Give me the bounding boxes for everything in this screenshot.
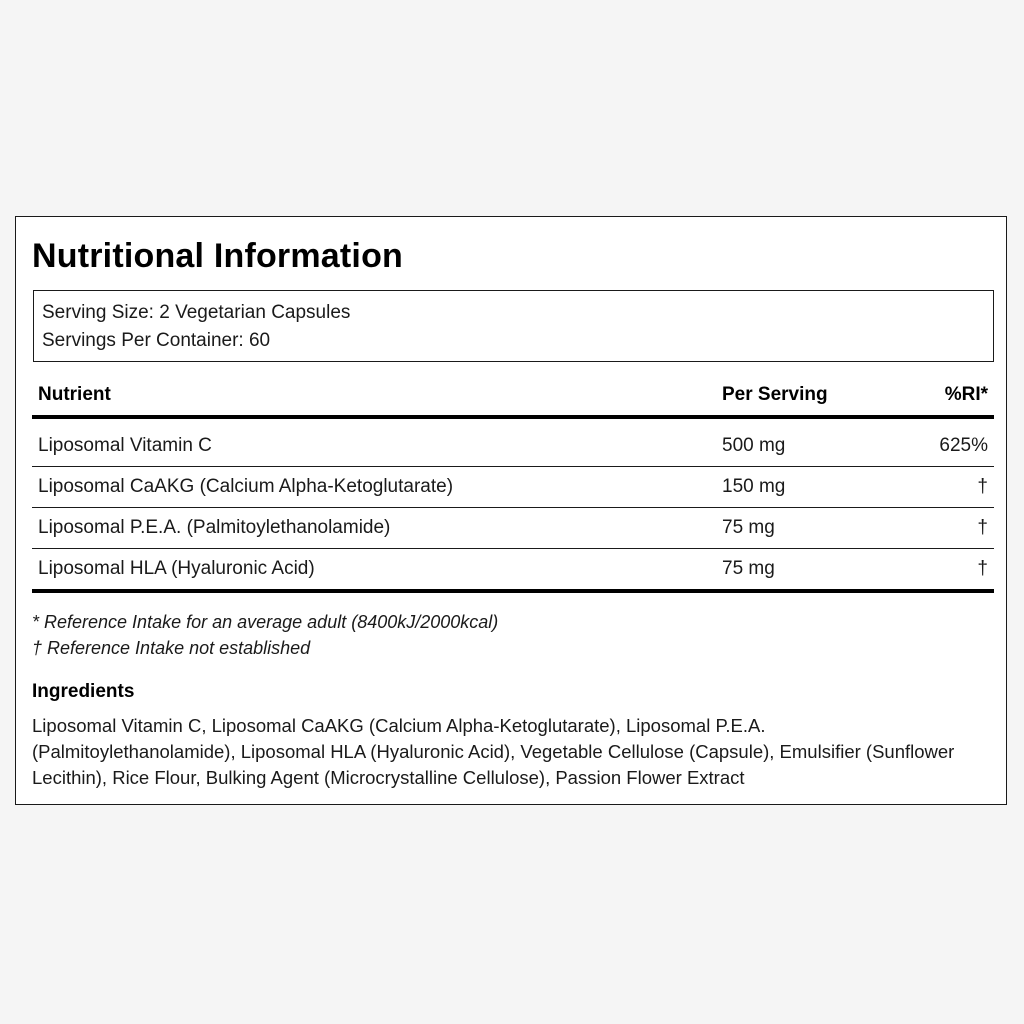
table-row xyxy=(32,419,994,467)
serving-info-box xyxy=(33,290,994,362)
table-row xyxy=(32,467,994,508)
nutrient-ri: † xyxy=(977,476,988,497)
nutrient-name: Liposomal CaAKG (Calcium Alpha-Ketoglutarate) xyxy=(38,476,454,497)
footnotes xyxy=(32,609,498,661)
nutrient-name: Liposomal Vitamin C xyxy=(38,435,212,456)
nutrient-amount: 75 mg xyxy=(722,558,775,579)
serving-size: Serving Size: 2 Vegetarian Capsules xyxy=(42,302,351,323)
footnote-not-established: † Reference Intake not established xyxy=(32,638,311,658)
table-row xyxy=(32,549,994,593)
nutrient-name: Liposomal P.E.A. (Palmitoylethanolamide) xyxy=(38,517,391,538)
header-nutrient: Nutrient xyxy=(38,384,111,405)
table-row xyxy=(32,508,994,549)
header-ri: %RI* xyxy=(944,384,988,405)
nutrient-table xyxy=(32,377,994,593)
nutrient-amount: 500 mg xyxy=(722,435,786,456)
table-header-row xyxy=(32,377,994,419)
nutrient-amount: 75 mg xyxy=(722,517,775,538)
nutrition-panel xyxy=(15,216,1007,805)
nutrient-ri: 625% xyxy=(939,435,988,456)
ingredients-heading: Ingredients xyxy=(32,681,135,702)
nutrient-name: Liposomal HLA (Hyaluronic Acid) xyxy=(38,558,315,579)
nutrient-ri: † xyxy=(977,558,988,579)
servings-per-container: Servings Per Container: 60 xyxy=(42,330,271,351)
footnote-reference-intake: * Reference Intake for an average adult (8400kJ/2000kcal) xyxy=(32,612,499,632)
nutrient-amount: 150 mg xyxy=(722,476,786,497)
panel-title: Nutritional Information xyxy=(32,237,404,275)
header-per-serving: Per Serving xyxy=(722,384,828,405)
ingredients-text: Liposomal Vitamin C, Liposomal CaAKG (Calcium Alpha-Ketoglutarate), Liposomal P.E.A. (Palmitoylethanolamide), Liposomal HLA (Hyaluronic Acid), Vegetable Cellulose (Capsule), Emulsifier (Sunflower Lecithin), Rice Flour, Bulking Agent (Microcrystalline Cellulose), Passion Flower Extract xyxy=(32,715,955,788)
nutrient-ri: † xyxy=(977,517,988,538)
